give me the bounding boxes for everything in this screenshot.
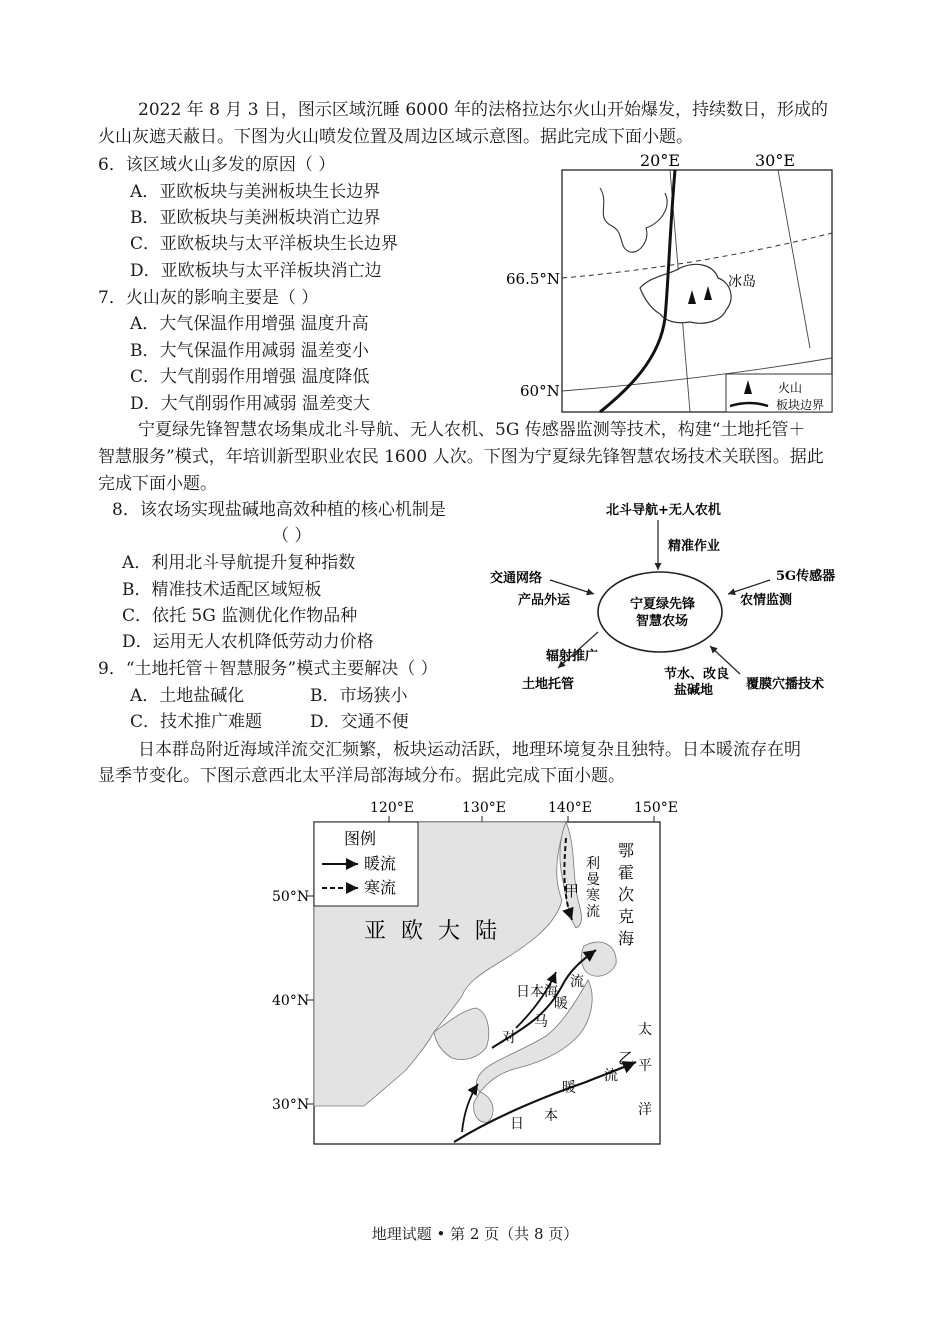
- q7-option-b[interactable]: B．大气保温作用减弱 温差变小: [130, 341, 369, 361]
- passage2-line3: 完成下面小题。: [98, 474, 217, 494]
- passage3-line2: 显季节变化。下图示意西北太平洋局部海域分布。据此完成下面小题。: [98, 766, 625, 786]
- japan-sea-label: 日本海: [516, 984, 558, 1000]
- tsushima-char-4: 流: [570, 974, 584, 990]
- diagram-center-line1: 宁夏绿先锋: [630, 597, 696, 612]
- legend-title: 图例: [344, 829, 377, 848]
- okhotsk-char-4: 克: [618, 907, 635, 926]
- tsushima-char-1: 对: [502, 1030, 516, 1046]
- q9-option-b[interactable]: B．市场狭小: [310, 686, 408, 706]
- passage2-line1: 宁夏绿先锋智慧农场集成北斗导航、无人农机、5G 传感器监测等技术，构建“土地托管＋: [138, 420, 806, 440]
- passage3-line1: 日本群岛附近海域洋流交汇频繁，板块运动活跃，地理环境复杂且独特。日本暖流存在明: [138, 740, 801, 760]
- diagram-bottom-edge-line2: 盐碱地: [674, 683, 714, 698]
- map1-lon-30: 30°E: [755, 151, 796, 170]
- q8-option-b[interactable]: B．精准技术适配区域短板: [122, 580, 322, 600]
- legend-warm-label: 暖流: [364, 854, 397, 873]
- q7-option-d[interactable]: D．大气削弱作用减弱 温差变大: [130, 394, 371, 414]
- liman-char-3: 寒: [586, 888, 600, 904]
- lon-120: 120°E: [370, 800, 414, 816]
- kuroshio-char-3: 暖: [562, 1080, 576, 1096]
- diagram-left-top-node: 交通网络: [490, 571, 543, 586]
- diagram-left-top-edge: 产品外运: [518, 593, 571, 608]
- pacific-char-1: 太: [638, 1022, 652, 1038]
- jia-label: 甲: [564, 882, 580, 900]
- q9-stem: 9．“土地托管＋智慧服务”模式主要解决（ ）: [98, 659, 438, 679]
- lon-130: 130°E: [462, 800, 506, 816]
- diagram-center-ellipse: [598, 572, 722, 652]
- kuroshio-char-1: 日: [510, 1116, 524, 1132]
- lon-150: 150°E: [634, 800, 678, 816]
- hokkaido: [581, 942, 616, 976]
- liman-char-4: 流: [586, 904, 600, 920]
- diagram-top-edge: 精准作业: [668, 539, 721, 554]
- pacific-char-3: 洋: [638, 1102, 652, 1118]
- okhotsk-char-1: 鄂: [618, 841, 635, 860]
- map1-lat-60: 60°N: [520, 382, 560, 400]
- q8-stem: 8．该农场实现盐碱地高效种植的核心机制是: [112, 500, 446, 520]
- q6-option-c[interactable]: C．亚欧板块与太平洋板块生长边界: [130, 234, 399, 254]
- q7-stem: 7．火山灰的影响主要是（ ）: [98, 288, 319, 308]
- arrow-left-top: [550, 580, 594, 594]
- lat-40: 40°N: [272, 993, 310, 1009]
- q6-option-b[interactable]: B．亚欧板块与美洲板块消亡边界: [130, 208, 381, 228]
- q8-option-a[interactable]: A．利用北斗导航提升复种指数: [122, 553, 356, 573]
- q7-option-a[interactable]: A．大气保温作用增强 温度升高: [130, 314, 369, 334]
- legend-volcano-label: 火山: [778, 381, 803, 395]
- page-footer: 地理试题 • 第 2 页（共 8 页）: [371, 1225, 579, 1243]
- diagram-left-bottom-node: 土地托管: [522, 677, 575, 692]
- passage1-line2: 火山灰遮天蔽日。下图为火山喷发位置及周边区域示意图。据此完成下面小题。: [98, 127, 693, 147]
- tsushima-char-3: 暖: [554, 996, 568, 1012]
- iceland-label: 冰岛: [728, 274, 756, 290]
- northwest-pacific-map: [266, 796, 686, 1156]
- lat-30: 30°N: [272, 1097, 310, 1113]
- lon-140: 140°E: [548, 800, 592, 816]
- lat-50: 50°N: [272, 889, 310, 905]
- kuroshio-char-4: 流: [604, 1068, 618, 1084]
- okhotsk-char-5: 海: [618, 929, 635, 948]
- legend-cold-label: 寒流: [364, 878, 397, 897]
- diagram-right-top-node: 5G传感器: [776, 569, 836, 584]
- q9-option-a[interactable]: A．土地盐碱化: [130, 686, 245, 706]
- arrow-right-top: [728, 580, 770, 594]
- passage2-line2: 智慧服务”模式，年培训新型职业农民 1600 人次。下图为宁夏绿先锋智慧农场技术关联图。据此: [98, 447, 824, 467]
- map1-lat-66: 66.5°N: [506, 270, 561, 288]
- diagram-right-bottom-node: 覆膜穴播技术: [746, 677, 825, 692]
- diagram-left-bottom-edge: 辐射推广: [546, 649, 599, 664]
- coastline: [600, 188, 667, 252]
- q8-option-d[interactable]: D．运用无人农机降低劳动力价格: [122, 632, 374, 652]
- q9-option-c[interactable]: C．技术推广难题: [130, 712, 263, 732]
- q8-paren: （ ）: [272, 526, 312, 546]
- diagram-bottom-edge-line1: 节水、改良: [664, 667, 730, 682]
- meridian-30e: [778, 170, 810, 348]
- tsushima-char-2: 马: [534, 1014, 548, 1030]
- liman-char-2: 曼: [586, 872, 600, 888]
- legend-boundary-label: 板块边界: [776, 398, 825, 412]
- okhotsk-char-2: 霍: [618, 863, 635, 882]
- continent-label: 亚 欧 大 陆: [364, 919, 501, 944]
- pacific-char-2: 平: [638, 1058, 652, 1074]
- iceland-map: [500, 148, 840, 416]
- liman-char-1: 利: [586, 856, 600, 872]
- q6-stem: 6．该区域火山多发的原因（ ）: [98, 155, 336, 175]
- q9-option-d[interactable]: D．交通不便: [310, 712, 409, 732]
- iceland-island: [640, 264, 731, 323]
- diagram-top-node: 北斗导航+无人农机: [606, 503, 721, 518]
- diagram-center-line2: 智慧农场: [636, 614, 689, 629]
- q8-option-c[interactable]: C．依托 5G 监测优化作物品种: [122, 606, 358, 626]
- map1-lon-20: 20°E: [640, 151, 681, 170]
- q7-option-c[interactable]: C．大气削弱作用增强 温度降低: [130, 367, 370, 387]
- farm-technology-diagram: [478, 498, 850, 708]
- q6-option-a[interactable]: A．亚欧板块与美洲板块生长边界: [130, 182, 381, 202]
- yi-label: 乙: [618, 1049, 635, 1068]
- q6-option-d[interactable]: D．亚欧板块与太平洋板块消亡边: [130, 261, 382, 281]
- diagram-right-top-edge: 农情监测: [740, 593, 793, 608]
- passage1-line1: 2022 年 8 月 3 日，图示区域沉睡 6000 年的法格拉达尔火山开始爆发，持续数日，形成的: [138, 100, 828, 120]
- kuroshio-char-2: 本: [544, 1108, 558, 1124]
- okhotsk-char-3: 次: [618, 885, 635, 904]
